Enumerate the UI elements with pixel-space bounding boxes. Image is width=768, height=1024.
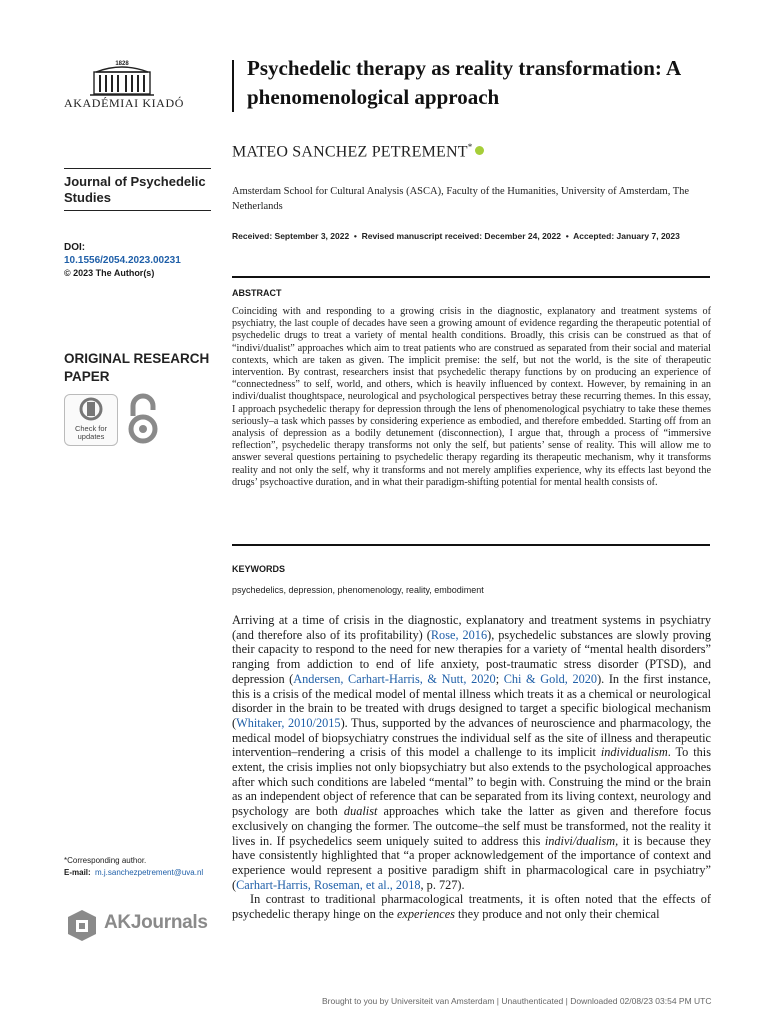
body-emphasis: individualism bbox=[600, 745, 668, 760]
citation-link[interactable]: Andersen, Carhart-Harris, & Nutt, 2020 bbox=[293, 671, 496, 686]
submission-dates: Received: September 3, 2022 • Revised manuscript received: December 24, 2022 • Accepted: January 7, 2023 bbox=[232, 231, 680, 241]
title-accent-bar bbox=[232, 60, 234, 112]
body-text: ). In the first instance, this is a crisis of the medical model of mental illness which treats it as a chemical or neurological disorder in the brain to be treated with drugs designed to target a specific biological mechanism ( bbox=[232, 671, 712, 730]
body-text: approaches which take the latter as given and therefore focus exclusively on changing the former. The outcome–the self must be transformed, not the reality it lives in. If psychedelics seem uniquely suited to address this bbox=[232, 804, 711, 848]
body-emphasis: indivi/dualism, bbox=[544, 833, 619, 848]
body-emphasis: experiences bbox=[396, 907, 455, 922]
download-footer: Brought to you by Universiteit van Amsterdam | Unauthenticated | Downloaded 02/08/23 03:54 PM UTC bbox=[322, 996, 712, 1006]
body-paragraph bbox=[232, 613, 711, 892]
akjournals-brand: AKJournals bbox=[104, 912, 208, 933]
doi-label: DOI: bbox=[64, 242, 86, 253]
body-text: Arriving at a time of crisis in the diagnostic, explanatory and treatment systems in psychiatry (and therefore also of its profitability) ( bbox=[232, 613, 711, 642]
affiliation: Amsterdam School for Cultural Analysis (ASCA), Faculty of the Humanities, University of Amsterdam, The Netherlands bbox=[232, 186, 690, 212]
orcid-icon[interactable] bbox=[475, 146, 484, 155]
sidebar-divider bbox=[64, 210, 211, 211]
abstract-heading: ABSTRACT bbox=[232, 288, 282, 298]
akjournals-logo-icon bbox=[66, 908, 98, 942]
keywords-heading: KEYWORDS bbox=[232, 564, 286, 574]
email-label: E-mail: bbox=[64, 868, 91, 877]
logo-year: 1828 bbox=[115, 61, 129, 67]
email-link[interactable]: m.j.sanchezpetrement@uva.nl bbox=[95, 868, 204, 877]
citation-link[interactable]: Whitaker, 2010/2015 bbox=[236, 715, 341, 730]
body-text: ; bbox=[495, 671, 504, 686]
doi-link[interactable]: 10.1556/2054.2023.00231 bbox=[64, 255, 181, 266]
abstract-top-rule bbox=[232, 276, 710, 278]
journal-name: Journal of Psychedelic Studies bbox=[64, 174, 206, 205]
author-name: MATEO SANCHEZ PETREMENT bbox=[232, 143, 468, 161]
body-emphasis: dualist bbox=[343, 804, 378, 819]
copyright: © 2023 The Author(s) bbox=[64, 268, 155, 278]
abstract-bottom-rule bbox=[232, 544, 710, 546]
check-updates-label: Check for updates bbox=[74, 424, 108, 441]
body-paragraph bbox=[232, 892, 711, 921]
body-text: . To this extent, the crisis implies not only biopsychiatry but also extends to the psychological approaches after which such conditions are labeled “mental” to begin with. Construing the mind or the brain as an independent object of reference that can be separated from its living context, neurology and psychology are both bbox=[232, 745, 711, 819]
author-line bbox=[232, 142, 484, 161]
citation-link[interactable]: Rose, 2016 bbox=[430, 627, 488, 642]
sidebar-divider bbox=[64, 168, 211, 169]
body-text: ). Thus, supported by the advances of neuroscience and pharmacology, the medical model of biopsychiatry construes the individual self as the site of illness and therapeutic intervention–rendering a crisis of this model a challenge to its implicit bbox=[232, 715, 711, 760]
corresponding-author-label: *Corresponding author. bbox=[64, 856, 147, 865]
abstract-text: Coinciding with and responding to a growing crisis in the diagnostic, explanatory and treatment systems of psychiatry, the last couple of decades have seen a growing amount of evidence regarding the therapeutic potential of psychedelic drugs to treat a variety of mental health conditions. Broadly, this crisis can be construed as that of “indivi/dualist” approaches which aim to treat patients who are construed as separated from their social and material contexts, which are taken as given. The implicit premise: the self, but not the world, is the site of therapeutic intervention. By contrast, researchers insist that psychedelic therapy functions by on producing an experience of “connectedness” to self, world, and others, which is heavily influenced by context. However, by remaining in an indivi/dualist thoughtspace, neurological and psychological perspectives betray these recurring themes. In this essay, I approach psychedelic therapy for depression through the lens of phenomenological psychiatry to take these themes seriously–a task which passes by considering experience as embodied, and therefore embedded. Starting off from an analysis of depression as a bodily detunement (disconnection), I argue that, through a process of “immersive reflection”, psychedelic therapy transforms not only the self, but patients’ sense of reality. This will allow me to answer several questions pertaining to psychedelic therapy regarding its therapeutic mechanism, why it transforms reality and not only the self, why it transforms and not merely amplifies experience, why its effects last beyond the drugs’ psychoactive duration, and in what their paradigm-shifting potential for mental health consists of. bbox=[232, 306, 711, 488]
article-body bbox=[232, 613, 711, 922]
body-text: In contrast to traditional pharmacological treatments, it is often noted that the effects of psychedelic therapy hinge on the bbox=[232, 892, 711, 922]
article-title: Psychedelic therapy as reality transformation: A phenomenological approach bbox=[247, 56, 680, 109]
open-access-icon bbox=[124, 392, 162, 446]
check-updates-icon bbox=[65, 395, 117, 423]
citation-link[interactable]: Chi & Gold, 2020 bbox=[503, 671, 598, 686]
keywords-list: psychedelics, depression, phenomenology, reality, embodiment bbox=[232, 585, 484, 595]
body-text: , p. 727). bbox=[420, 877, 465, 892]
citation-link[interactable]: Carhart-Harris, Roseman, et al., 2018 bbox=[236, 877, 421, 892]
author-mark: * bbox=[467, 142, 473, 152]
publisher-name: AKADÉMIAI KIADÓ bbox=[64, 96, 184, 110]
body-text: it is because they have consistently highlighted that “a proper acknowledgement of the importance of context and experience would represent a positive paradigm shift in pharmacological care in psychiatry” ( bbox=[232, 833, 711, 892]
body-text: ), psychedelic substances are slowly proving their capacity to respond to the need for new therapies for a variety of “mental health disorders” ranging from addiction to end of life anxiety, post-traumatic stress disorder (PTSD), and depression ( bbox=[232, 627, 711, 686]
paper-type: ORIGINAL RESEARCH PAPER bbox=[64, 351, 210, 384]
body-text: they produce and not only their chemical bbox=[454, 907, 660, 922]
akademiai-kiado-logo bbox=[66, 58, 178, 98]
